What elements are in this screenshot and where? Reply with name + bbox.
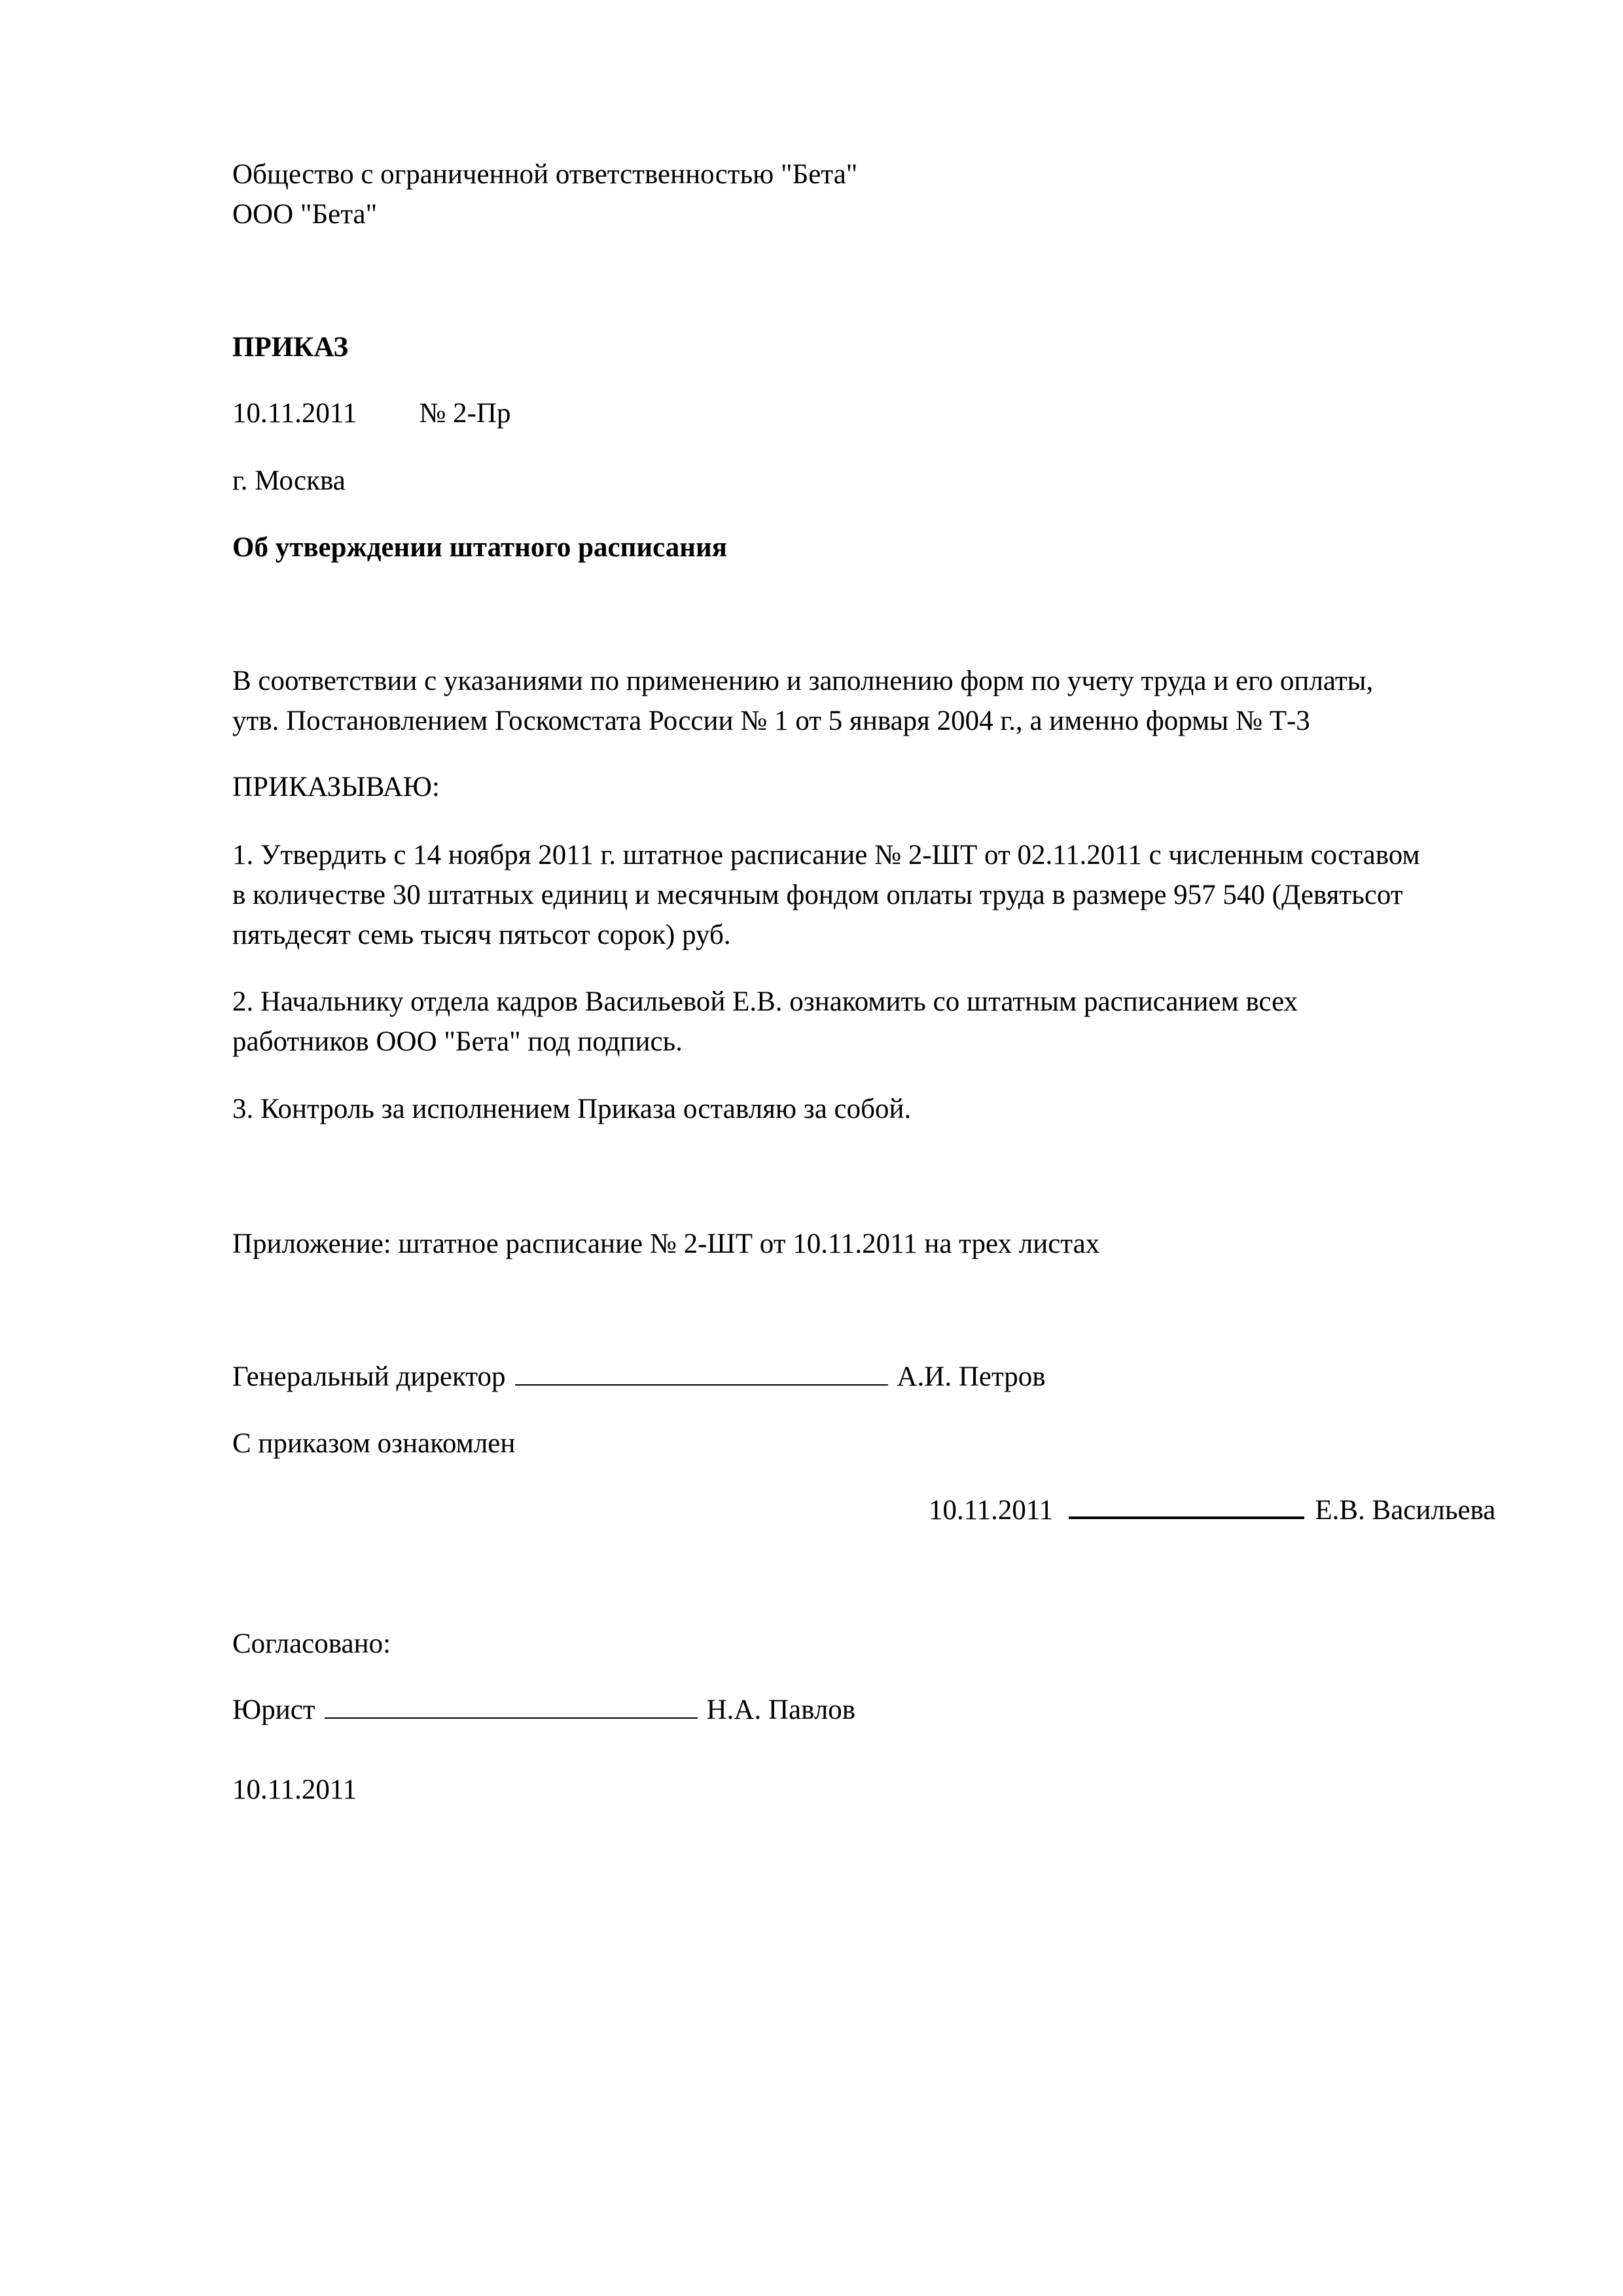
item-2 (232, 982, 1298, 1062)
order-title: ПРИКАЗ (232, 332, 349, 363)
order-subject: Об утверждении штатного расписания (232, 532, 728, 563)
attachment-note: Приложение: штатное расписание № 2-ШТ от 10.11.2011 на трех листах (232, 1229, 1100, 1259)
agreed-date: 10.11.2011 (232, 1774, 357, 1805)
preamble-line: В соответствии с указаниями по применению и заполнению форм по учету труда и его оплаты, (232, 666, 1374, 696)
director-title: Генеральный директор (232, 1361, 506, 1392)
acquainted-name: Е.В. Васильева (1315, 1495, 1496, 1526)
decree-word: ПРИКАЗЫВАЮ: (232, 772, 440, 802)
item-2-line: 2. Начальнику отдела кадров Васильевой Е.В. ознакомить со штатным расписанием всех (232, 986, 1298, 1017)
director-signature-row (232, 1357, 1046, 1397)
acquainted-date: 10.11.2011 (929, 1495, 1054, 1526)
lawyer-title: Юрист (232, 1695, 315, 1725)
lawyer-name: Н.А. Павлов (706, 1695, 856, 1725)
org-short-name: ООО "Бета" (232, 199, 378, 230)
lawyer-signature-row (232, 1690, 855, 1730)
order-date-number (232, 393, 510, 433)
org-header (232, 154, 857, 234)
preamble-line: утв. Постановлением Госкомстата России № 1 от 5 января 2004 г., а именно формы № Т-3 (232, 706, 1310, 736)
item-3: 3. Контроль за исполнением Приказа оставляю за собой. (232, 1094, 912, 1124)
org-full-name: Общество с ограниченной ответственностью "Бета" (232, 159, 858, 190)
lawyer-signature-line (325, 1691, 698, 1719)
item-1-line: 1. Утвердить с 14 ноября 2011 г. штатное расписание № 2-ШТ от 02.11.2011 с численным составом (232, 840, 1420, 870)
order-date: 10.11.2011 (232, 398, 357, 429)
item-2-line: работников ООО "Бета" под подпись. (232, 1026, 683, 1057)
item-1-line: пятьдесят семь тысяч пятьсот сорок) руб. (232, 920, 731, 950)
agreed-label: Согласовано: (232, 1628, 391, 1659)
preamble (232, 661, 1373, 741)
director-name: А.И. Петров (897, 1361, 1046, 1392)
order-number: № 2-Пр (419, 398, 511, 429)
acquainted-signature-line (1069, 1490, 1304, 1519)
acquainted-label: С приказом ознакомлен (232, 1428, 516, 1459)
order-city: г. Москва (232, 465, 346, 496)
acquainted-signature-row (929, 1490, 1495, 1530)
item-1 (232, 835, 1420, 955)
item-1-line: в количестве 30 штатных единиц и месячным фондом оплаты труда в размере 957 540 (Девятьсот (232, 880, 1403, 910)
director-signature-line (515, 1358, 888, 1386)
